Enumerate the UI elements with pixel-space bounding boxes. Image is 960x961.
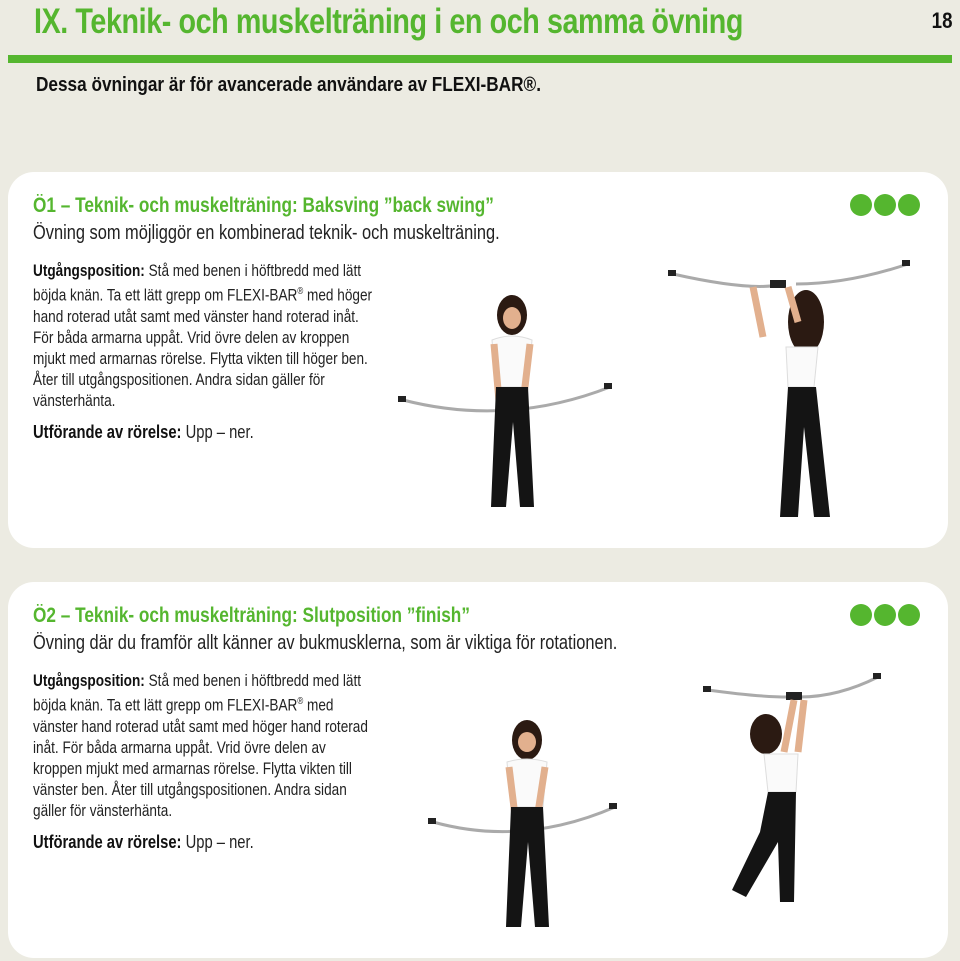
execution-body: Upp – ner. xyxy=(185,422,254,442)
exercise-card-2 xyxy=(8,582,948,958)
registered-mark: ® xyxy=(297,286,304,297)
difficulty-indicator xyxy=(850,604,920,626)
page-number: 18 xyxy=(931,8,952,33)
difficulty-indicator xyxy=(850,194,920,216)
difficulty-dot-icon xyxy=(850,604,872,626)
exercise-photo-end xyxy=(698,672,898,932)
start-position-body-2: med höger hand roterad utåt samt med vänster hand roterad inåt. För båda armarna uppåt. Vrid övre delen av kroppen mjukt med armarnas rörelse. Flytta vikten till höger ben. Åter till utgångspositionen. Andra sidan gäller för vänsterhänta. xyxy=(33,285,373,410)
exercise-description: Övning som möjliggör en kombinerad teknik- och muskelträning. xyxy=(33,222,500,244)
page-title: IX. Teknik- och muskelträning i en och samma övning xyxy=(34,2,743,41)
start-position-label: Utgångsposition: xyxy=(33,261,145,280)
execution-body: Upp – ner. xyxy=(185,832,254,852)
registered-mark: ® xyxy=(297,696,304,707)
start-position-body-1: Stå med benen i höftbredd med lätt böjda knän. Ta ett lätt grepp om FLEXI-BAR xyxy=(33,261,362,305)
difficulty-dot-icon xyxy=(850,194,872,216)
start-position-text xyxy=(33,260,377,411)
difficulty-dot-icon xyxy=(898,194,920,216)
execution-label: Utförande av rörelse: xyxy=(33,832,182,852)
execution-text xyxy=(33,832,254,853)
exercise-description: Övning där du framför allt känner av bukmusklerna, som är viktiga för rotationen. xyxy=(33,632,618,654)
exercise-title: Ö2 – Teknik- och muskelträning: Slutposition ”finish” xyxy=(33,604,470,627)
exercise-title: Ö1 – Teknik- och muskelträning: Baksving ”back swing” xyxy=(33,194,494,217)
start-position-body-1: Stå med benen i höftbredd med lätt böjda knän. Ta ett lätt grepp om FLEXI-BAR xyxy=(33,671,362,715)
start-position-body-2: med vänster hand roterad utåt samt med höger hand roterad inåt. För båda armarna uppåt. Vrid övre delen av kroppen mjukt med armarnas rörelse. Flytta vikten till vänster ben. Åter till utgångspositionen. Andra sidan gäller för vänsterhänta. xyxy=(33,695,368,820)
difficulty-dot-icon xyxy=(874,194,896,216)
start-position-label: Utgångsposition: xyxy=(33,671,145,690)
exercise-photo-end xyxy=(658,252,928,522)
exercise-photo-start xyxy=(388,282,618,532)
difficulty-dot-icon xyxy=(898,604,920,626)
execution-label: Utförande av rörelse: xyxy=(33,422,182,442)
difficulty-dot-icon xyxy=(874,604,896,626)
execution-text xyxy=(33,422,254,443)
exercise-photo-start xyxy=(423,712,623,942)
exercise-card-1 xyxy=(8,172,948,548)
page-subtitle: Dessa övningar är för avancerade användare av FLEXI-BAR®. xyxy=(36,74,541,96)
start-position-text xyxy=(33,670,377,821)
header-rule xyxy=(8,55,952,63)
